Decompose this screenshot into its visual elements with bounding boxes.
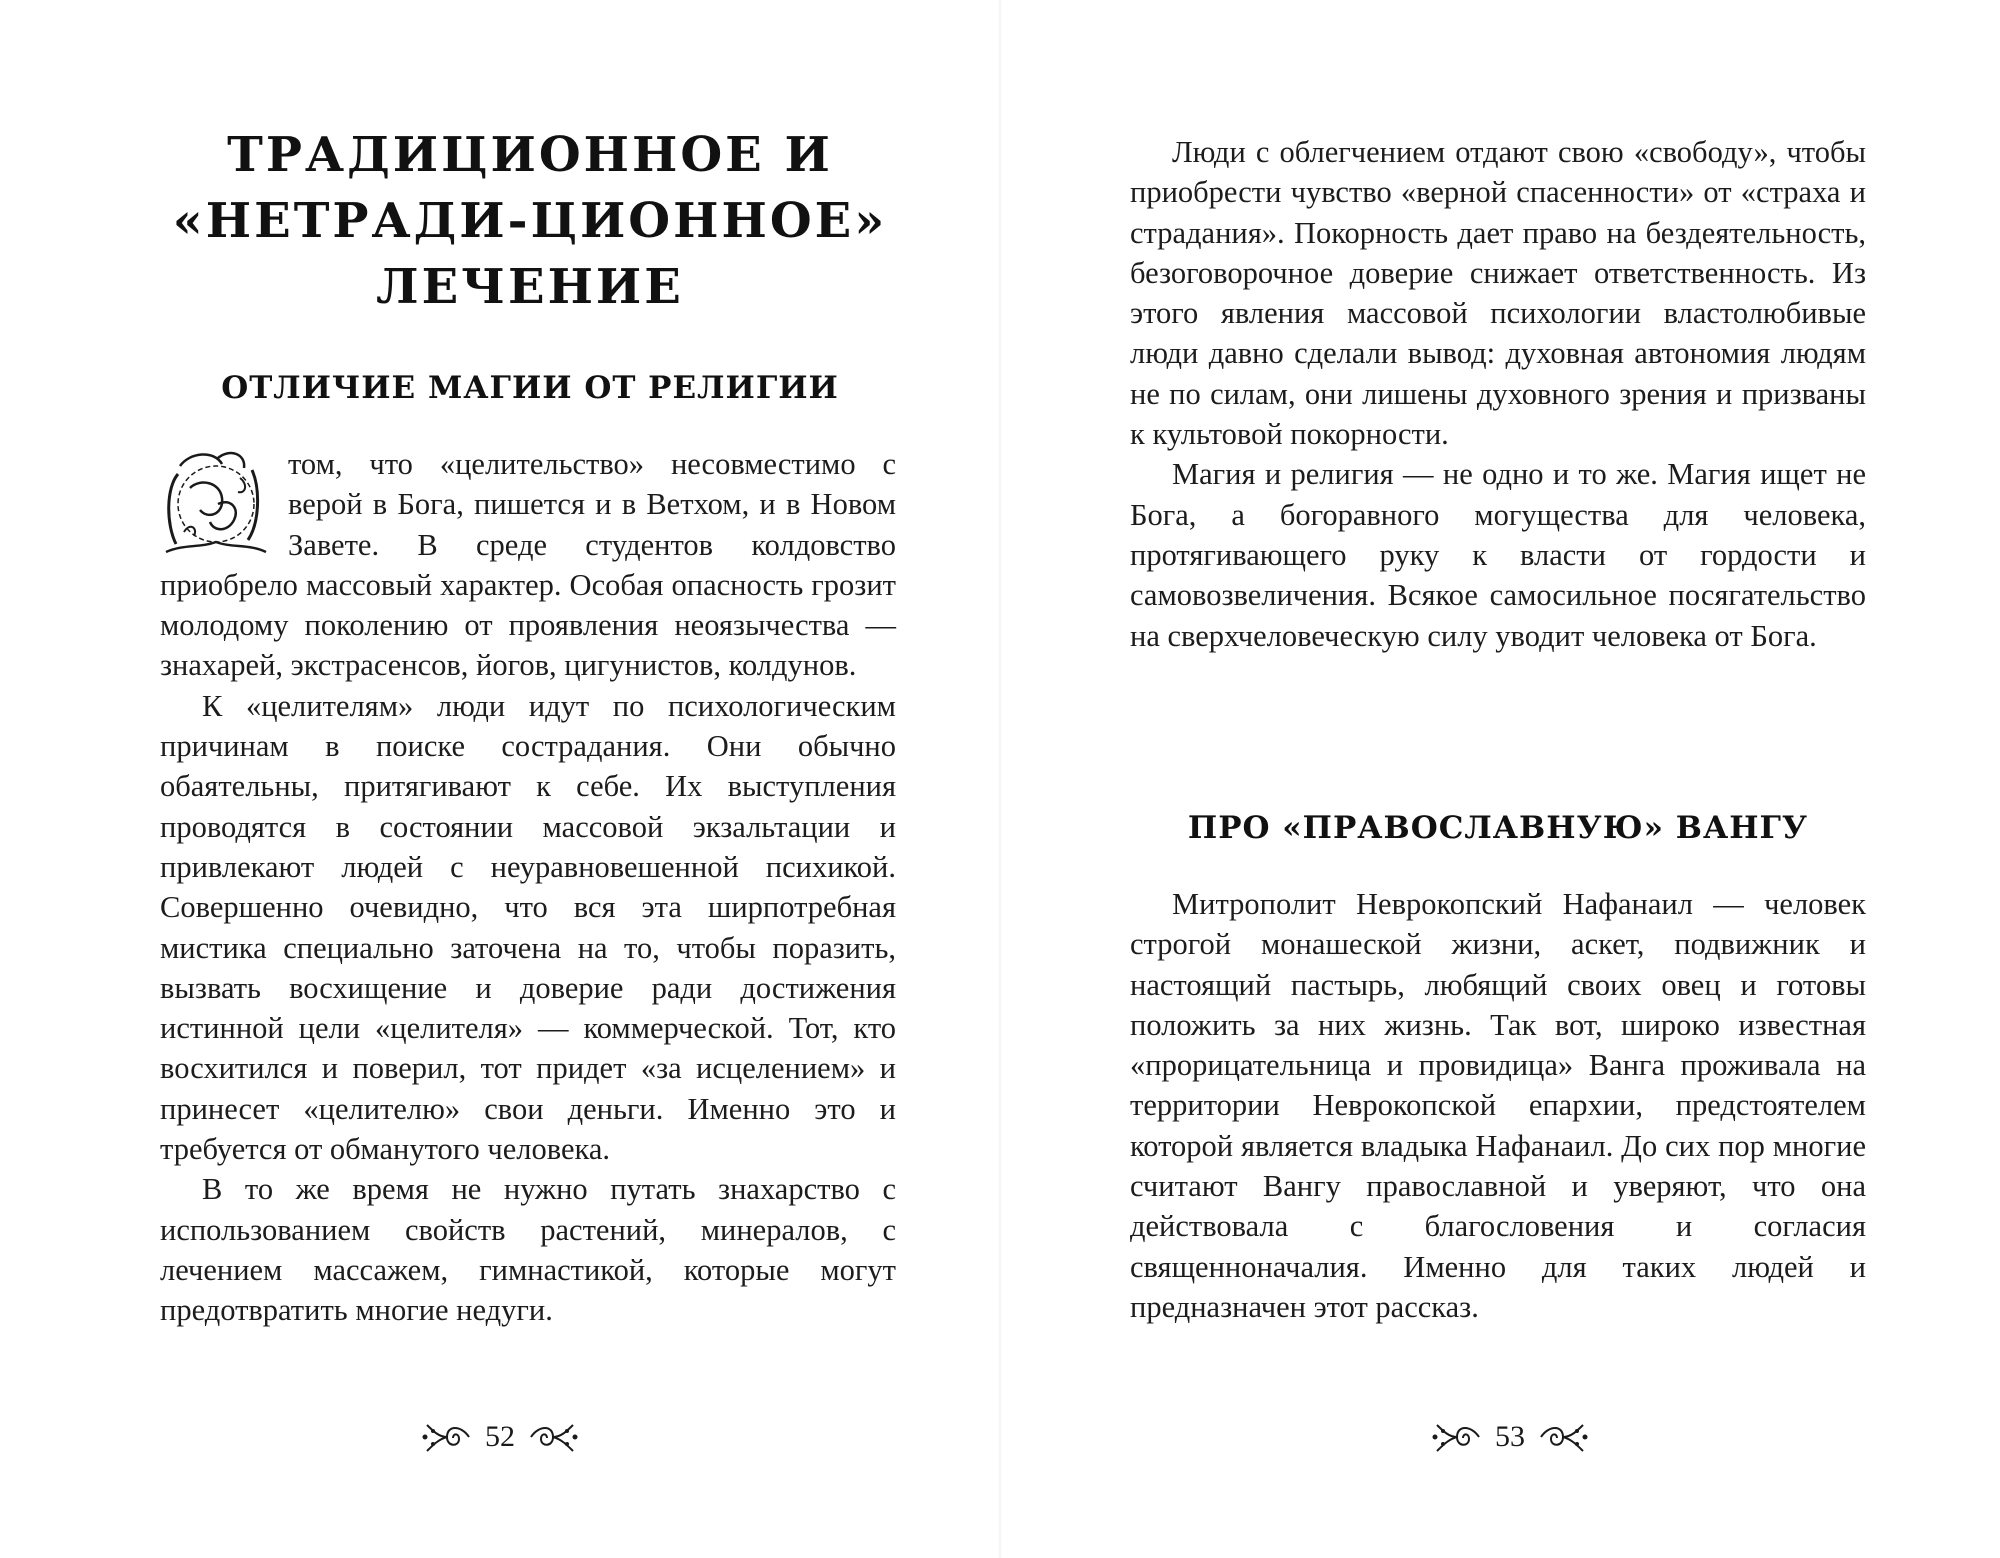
paragraph: Люди с облегчением отдают свою «свободу», чтобы приобрести чувство «верной спасенности» от «страха и страдания». Покорность дает право на бездеятельность, безоговорочное доверие снижает ответственность. Из этого явления массовой психологии властолюбивые люди давно сделали вывод: духовная автономия людям не по силам, они лишены духовного зрения и призваны к культовой покорности. [1130,135,1866,452]
paragraph: Митрополит Неврокопский Нафанаил — человек строгой монашеской жизни, аскет, подвижник и настоящий пастырь, любящий своих овец и готовы положить за них жизнь. Так вот, широко известная «прорицательница и провидица» Ванга проживала на территории Неврокопской епархии, предстоятелем которой является владыка Нафанаил. До сих пор многие считают Вангу православной и уверяют, что она действовала с благословения и согласия священноначалия. Именно для таких людей и предназначен этот рассказ. [1130,887,1866,1324]
paragraph: К «целителям» люди идут по психологическим причинам в поиске сострадания. Они обычно обаятельны, притягивают к себе. Их выступления проводятся в состоянии массовой экзальтации и привлекают людей с неуравновешенной психикой. Совершенно очевидно, что вся эта ширпотребная мистика специально заточена на то, чтобы поразить, вызвать восхищение и доверие ради достижения истинной цели «целителя» — коммерческой. Тот, кто восхитился и поверил, тот придет «за исцелением» и принесет «целителю» свои деньги. Именно это и требуется от обманутого человека. [160,688,896,1167]
page-number: 52 [485,1420,515,1453]
section-title-vanga: ПРО «ПРАВОСЛАВНУЮ» ВАНГУ [1187,810,1809,846]
section-title-magic-religion: ОТЛИЧИЕ МАГИИ ОТ РЕЛИГИИ [221,370,839,406]
floral-ornament-icon [1427,1417,1483,1457]
floral-ornament-icon [1537,1417,1593,1457]
paragraph: В то же время не нужно путать знахарство с использованием свойств растений, минералов, с лечением массажем, гимнастикой, которые могут предотвратить многие недуги. [160,1172,896,1328]
paragraph-text: том, что «целительство» несовместимо с верой в Бога, пишется и в Ветхом, и в Новом Завете. В среде студентов колдовство приобрело массовый характер. Особая опасность грозит молодому поколению от проявления неоязычества — знахарей, экстрасенсов, йогов, цигунистов, колдунов. [160,447,896,683]
right-body-text-bottom [1130,884,1866,1327]
right-body-text-top [1130,132,1866,656]
page-number-right [1390,1412,1630,1462]
chapter-title: ТРАДИЦИОННОЕ И «НЕТРАДИ-ЦИОННОЕ» ЛЕЧЕНИЕ [172,127,888,315]
page-number: 53 [1495,1420,1525,1453]
paragraph: Магия и религия — не одно и то же. Магия ищет не Бога, а богоравного могущества для человека, протягивающего руку к власти от гордости и самовозвеличения. Всякое самосильное посягательство на сверхчеловеческую силу уводит человека от Бога. [1130,457,1866,653]
